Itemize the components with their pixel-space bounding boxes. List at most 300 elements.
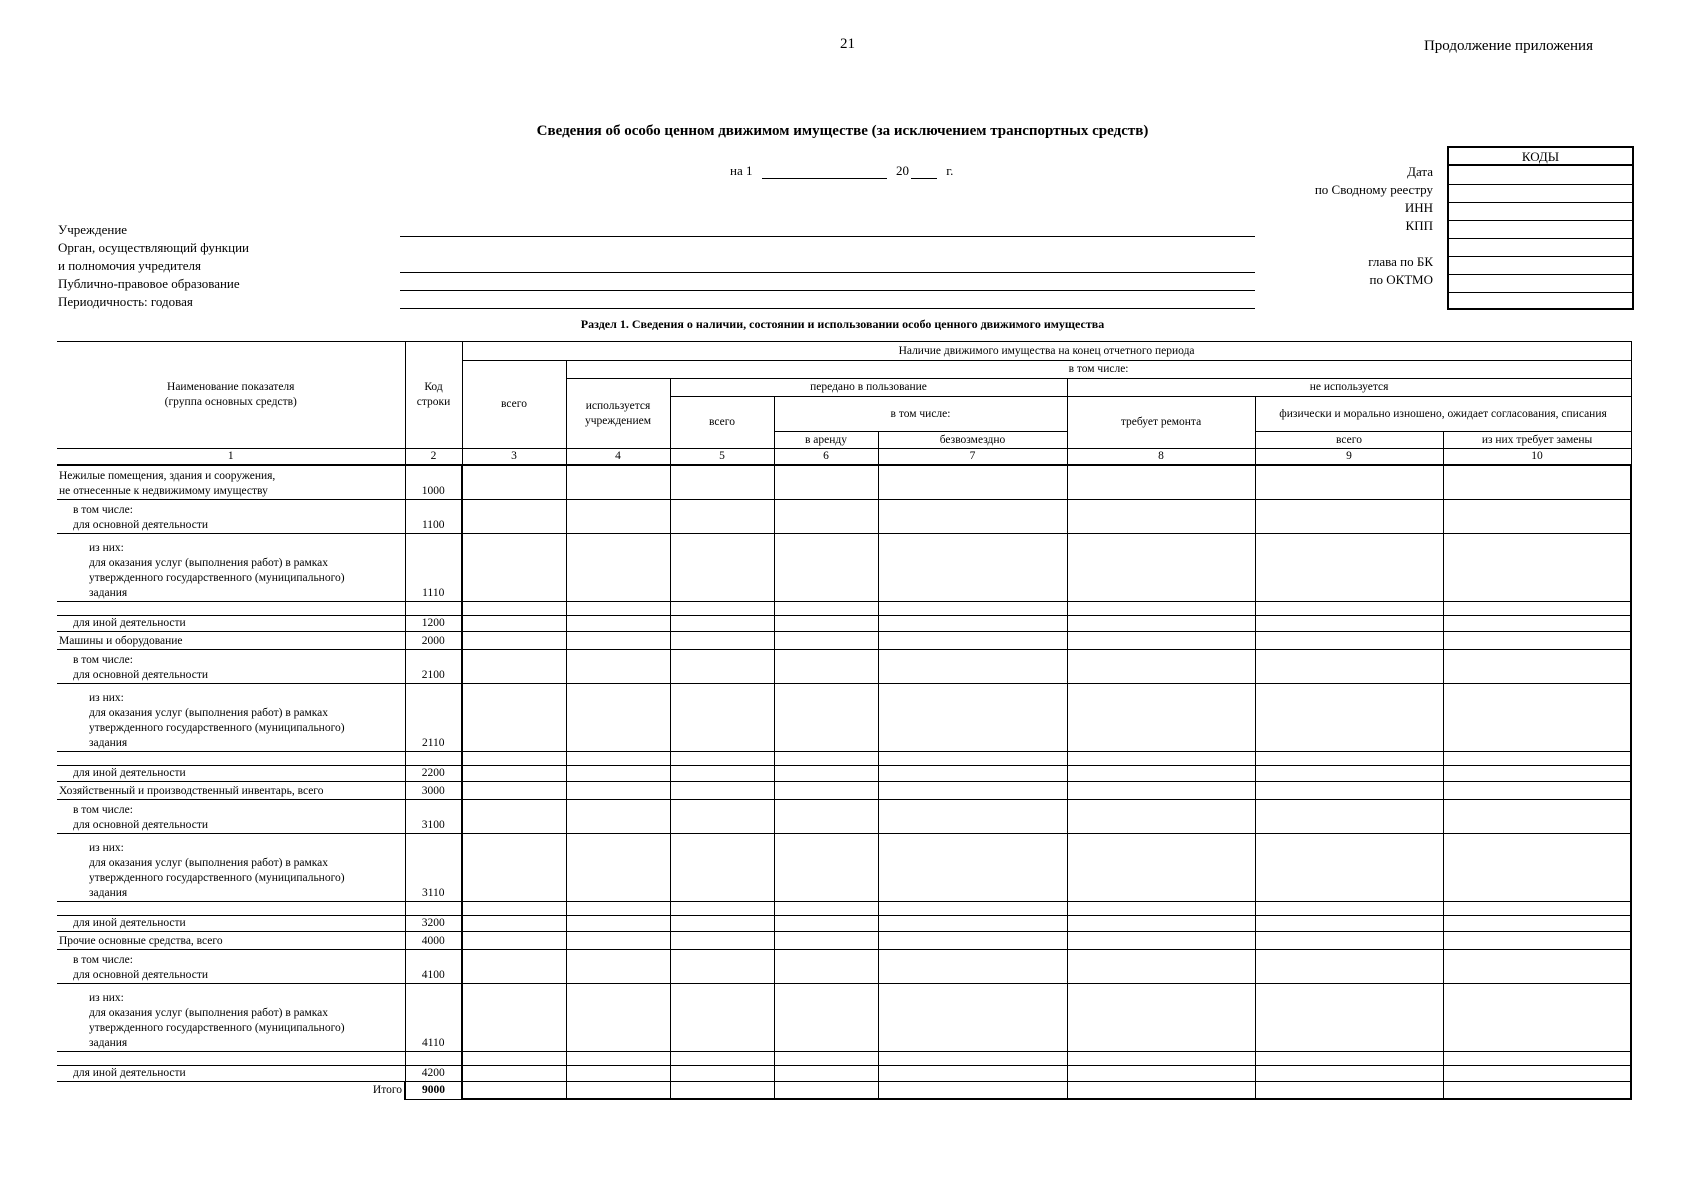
spacer-cell xyxy=(405,601,462,615)
row-label xyxy=(57,949,405,983)
spacer-cell xyxy=(57,751,405,765)
data-cell[interactable] xyxy=(462,465,566,499)
data-cell[interactable] xyxy=(774,949,878,983)
row-code: 2200 xyxy=(405,765,462,781)
row-label-line: утвержденного государственного (муниципального) xyxy=(89,571,345,584)
data-cell[interactable] xyxy=(670,1051,774,1065)
row-label xyxy=(57,615,405,631)
data-cell[interactable] xyxy=(1443,833,1631,901)
data-cell[interactable] xyxy=(1067,683,1255,751)
data-cell[interactable] xyxy=(670,751,774,765)
code-cell-kpp[interactable] xyxy=(1449,221,1632,239)
data-cell[interactable] xyxy=(462,683,566,751)
data-cell[interactable] xyxy=(774,1051,878,1065)
table-row xyxy=(57,649,1631,683)
data-cell[interactable] xyxy=(878,601,1067,615)
total-row xyxy=(57,1081,1631,1099)
row-label-line: из них: xyxy=(89,991,124,1004)
spacer-cell xyxy=(405,1051,462,1065)
table-row xyxy=(57,615,1631,631)
row-label xyxy=(57,499,405,533)
data-cell[interactable] xyxy=(1255,615,1443,631)
data-cell[interactable] xyxy=(1443,915,1631,931)
data-cell[interactable] xyxy=(1443,799,1631,833)
data-cell[interactable] xyxy=(1067,1051,1255,1065)
row-code: 1100 xyxy=(405,499,462,533)
data-cell[interactable] xyxy=(878,931,1067,949)
table-row xyxy=(57,765,1631,781)
data-cell[interactable] xyxy=(1067,915,1255,931)
code-cell-inn[interactable] xyxy=(1449,203,1632,221)
data-cell[interactable] xyxy=(774,833,878,901)
data-cell[interactable] xyxy=(1067,631,1255,649)
date-year-blank[interactable] xyxy=(911,164,937,179)
data-cell[interactable] xyxy=(1255,931,1443,949)
row-code: 1200 xyxy=(405,615,462,631)
row-label-line: для основной деятельности xyxy=(73,668,208,681)
field-founder-line[interactable] xyxy=(400,272,1255,273)
total-data-cell[interactable] xyxy=(462,1081,566,1099)
date-suffix: г. xyxy=(946,163,954,178)
table-row xyxy=(57,465,1631,499)
data-cell[interactable] xyxy=(566,533,670,601)
data-cell[interactable] xyxy=(774,931,878,949)
data-cell[interactable] xyxy=(1443,765,1631,781)
row-code: 2100 xyxy=(405,649,462,683)
data-cell[interactable] xyxy=(670,631,774,649)
data-cell[interactable] xyxy=(878,631,1067,649)
total-data-cell[interactable] xyxy=(1067,1081,1255,1099)
data-cell[interactable] xyxy=(462,631,566,649)
data-cell[interactable] xyxy=(878,983,1067,1051)
row-label-line: для иной деятельности xyxy=(73,916,186,929)
header-rent: в аренду xyxy=(774,432,878,449)
row-label-line: для основной деятельности xyxy=(73,968,208,981)
data-cell[interactable] xyxy=(462,499,566,533)
data-cell[interactable] xyxy=(878,533,1067,601)
data-cell[interactable] xyxy=(670,833,774,901)
data-cell[interactable] xyxy=(1443,781,1631,799)
data-cell[interactable] xyxy=(878,649,1067,683)
data-cell[interactable] xyxy=(1255,1051,1443,1065)
data-cell[interactable] xyxy=(670,465,774,499)
spacer-cell xyxy=(57,1051,405,1065)
data-cell[interactable] xyxy=(670,683,774,751)
total-data-cell[interactable] xyxy=(1443,1081,1631,1099)
data-cell[interactable] xyxy=(878,1065,1067,1081)
code-label-bk: глава по БК xyxy=(1368,254,1433,269)
data-cell[interactable] xyxy=(1443,631,1631,649)
col-number: 9 xyxy=(1255,449,1443,466)
data-cell[interactable] xyxy=(774,983,878,1051)
field-institution-label: Учреждение xyxy=(58,222,128,237)
row-label-line: для основной деятельности xyxy=(73,518,208,531)
continuation-label: Продолжение приложения xyxy=(1423,38,1593,54)
data-cell[interactable] xyxy=(462,799,566,833)
data-cell[interactable] xyxy=(774,683,878,751)
data-cell[interactable] xyxy=(462,765,566,781)
row-label xyxy=(57,931,405,949)
code-cell-blank[interactable] xyxy=(1449,239,1632,257)
data-cell[interactable] xyxy=(670,799,774,833)
data-cell[interactable] xyxy=(878,751,1067,765)
row-label-line: для оказания услуг (выполнения работ) в рамках xyxy=(89,706,329,719)
data-cell[interactable] xyxy=(566,833,670,901)
row-code: 4110 xyxy=(405,983,462,1051)
data-cell[interactable] xyxy=(1067,833,1255,901)
total-data-cell[interactable] xyxy=(774,1081,878,1099)
field-founder-label-1: Орган, осуществляющий функции xyxy=(58,240,249,255)
row-code: 4100 xyxy=(405,949,462,983)
data-cell[interactable] xyxy=(1443,649,1631,683)
header-indicator-label: Наименование показателя xyxy=(167,381,295,393)
data-cell[interactable] xyxy=(878,1051,1067,1065)
code-cell-oktmo[interactable] xyxy=(1449,275,1632,293)
field-periodicity-label: Периодичность: годовая xyxy=(58,294,193,309)
data-cell[interactable] xyxy=(670,949,774,983)
row-label-line: для оказания услуг (выполнения работ) в рамках xyxy=(89,856,329,869)
header-code-label: Код xyxy=(424,381,443,393)
data-cell[interactable] xyxy=(878,949,1067,983)
table-row xyxy=(57,931,1631,949)
data-cell[interactable] xyxy=(774,465,878,499)
row-label-line: утвержденного государственного (муниципального) xyxy=(89,721,345,734)
row-label xyxy=(57,631,405,649)
header-including: в том числе: xyxy=(566,361,1631,379)
row-label-line: задания xyxy=(89,586,128,599)
total-data-cell[interactable] xyxy=(670,1081,774,1099)
row-label xyxy=(57,833,405,901)
data-cell[interactable] xyxy=(462,915,566,931)
row-label xyxy=(57,533,405,601)
data-cell[interactable] xyxy=(1255,499,1443,533)
total-label: Итого xyxy=(372,1083,402,1096)
data-cell[interactable] xyxy=(1067,649,1255,683)
code-cell-registry[interactable] xyxy=(1449,185,1632,203)
data-cell[interactable] xyxy=(670,601,774,615)
row-label-line: утвержденного государственного (муниципального) xyxy=(89,871,345,884)
row-code: 4200 xyxy=(405,1065,462,1081)
code-label-registry: по Сводному реестру xyxy=(1314,182,1433,197)
header-indicator xyxy=(57,342,405,449)
data-cell[interactable] xyxy=(774,649,878,683)
data-cell[interactable] xyxy=(566,901,670,915)
data-cell[interactable] xyxy=(878,683,1067,751)
data-cell[interactable] xyxy=(670,499,774,533)
data-cell[interactable] xyxy=(1067,533,1255,601)
col-number: 5 xyxy=(670,449,774,466)
date-year-prefix: 20 xyxy=(895,163,909,178)
data-cell[interactable] xyxy=(1255,833,1443,901)
data-cell[interactable] xyxy=(1255,1065,1443,1081)
code-label-oktmo: по ОКТМО xyxy=(1369,272,1433,287)
data-cell[interactable] xyxy=(1067,615,1255,631)
spacer-row xyxy=(57,901,1631,915)
data-cell[interactable] xyxy=(1255,781,1443,799)
header-free: безвозмездно xyxy=(878,432,1067,449)
row-code: 3200 xyxy=(405,915,462,931)
data-cell[interactable] xyxy=(1067,931,1255,949)
table-row xyxy=(57,533,1631,601)
data-cell[interactable] xyxy=(1443,931,1631,949)
data-cell[interactable] xyxy=(1067,901,1255,915)
row-label xyxy=(57,1065,405,1081)
row-label-line: в том числе: xyxy=(73,503,133,516)
table-row xyxy=(57,915,1631,931)
data-cell[interactable] xyxy=(878,615,1067,631)
row-code: 3110 xyxy=(405,833,462,901)
data-cell[interactable] xyxy=(1443,601,1631,615)
row-label xyxy=(57,799,405,833)
data-cell[interactable] xyxy=(1443,683,1631,751)
form-title: Сведения об особо ценном движимом имуществе (за исключением транспортных средств) xyxy=(536,123,1149,139)
data-cell[interactable] xyxy=(878,915,1067,931)
data-cell[interactable] xyxy=(1443,615,1631,631)
data-cell[interactable] xyxy=(1067,465,1255,499)
data-cell[interactable] xyxy=(566,631,670,649)
data-cell[interactable] xyxy=(462,901,566,915)
data-cell[interactable] xyxy=(878,499,1067,533)
data-cell[interactable] xyxy=(1255,751,1443,765)
data-cell[interactable] xyxy=(462,649,566,683)
data-cell[interactable] xyxy=(1067,983,1255,1051)
data-cell[interactable] xyxy=(1443,983,1631,1051)
col-number: 7 xyxy=(878,449,1067,466)
data-cell[interactable] xyxy=(1067,499,1255,533)
row-label xyxy=(57,983,405,1051)
data-cell[interactable] xyxy=(1255,631,1443,649)
date-prefix: на 1 xyxy=(730,163,753,178)
data-cell[interactable] xyxy=(1443,751,1631,765)
data-cell[interactable] xyxy=(462,1065,566,1081)
header-worn: физически и морально изношено, ожидает согласования, списания xyxy=(1255,397,1631,432)
data-cell[interactable] xyxy=(878,781,1067,799)
data-cell[interactable] xyxy=(774,799,878,833)
property-table xyxy=(57,341,1632,1100)
data-cell[interactable] xyxy=(1067,751,1255,765)
table-row xyxy=(57,631,1631,649)
data-cell[interactable] xyxy=(462,615,566,631)
row-label-line: для оказания услуг (выполнения работ) в рамках xyxy=(89,556,329,569)
table-row xyxy=(57,683,1631,751)
data-cell[interactable] xyxy=(566,983,670,1051)
field-municipality-line[interactable] xyxy=(400,290,1255,291)
data-cell[interactable] xyxy=(1067,601,1255,615)
table-row xyxy=(57,949,1631,983)
codes-box xyxy=(1447,146,1634,310)
total-data-cell[interactable] xyxy=(566,1081,670,1099)
header-indicator-sub: (группа основных средств) xyxy=(164,396,297,408)
row-label-line: для оказания услуг (выполнения работ) в рамках xyxy=(89,1006,329,1019)
data-cell[interactable] xyxy=(1255,799,1443,833)
data-cell[interactable] xyxy=(462,931,566,949)
data-cell[interactable] xyxy=(566,931,670,949)
data-cell[interactable] xyxy=(670,765,774,781)
data-cell[interactable] xyxy=(774,615,878,631)
row-code: 3000 xyxy=(405,781,462,799)
data-cell[interactable] xyxy=(1443,1051,1631,1065)
data-cell[interactable] xyxy=(774,1065,878,1081)
data-cell[interactable] xyxy=(1067,949,1255,983)
data-cell[interactable] xyxy=(878,765,1067,781)
data-cell[interactable] xyxy=(462,949,566,983)
data-cell[interactable] xyxy=(566,915,670,931)
table-row xyxy=(57,799,1631,833)
total-data-cell[interactable] xyxy=(878,1081,1067,1099)
row-label xyxy=(57,683,405,751)
data-cell[interactable] xyxy=(566,1065,670,1081)
row-label xyxy=(57,915,405,931)
col-number: 10 xyxy=(1443,449,1631,466)
header-not-used: не используется xyxy=(1067,379,1631,397)
row-code: 4000 xyxy=(405,931,462,949)
data-cell[interactable] xyxy=(566,799,670,833)
row-label-line: задания xyxy=(89,886,128,899)
spacer-row xyxy=(57,601,1631,615)
row-label-line: из них: xyxy=(89,691,124,704)
data-cell[interactable] xyxy=(566,751,670,765)
data-cell[interactable] xyxy=(462,533,566,601)
data-cell[interactable] xyxy=(1067,1065,1255,1081)
data-cell[interactable] xyxy=(670,983,774,1051)
row-code: 1110 xyxy=(405,533,462,601)
data-cell[interactable] xyxy=(774,631,878,649)
data-cell[interactable] xyxy=(566,465,670,499)
row-label-line: Прочие основные средства, всего xyxy=(59,934,223,947)
data-cell[interactable] xyxy=(462,751,566,765)
data-cell[interactable] xyxy=(774,751,878,765)
row-label-line: в том числе: xyxy=(73,953,133,966)
header-availability: Наличие движимого имущества на конец отчетного периода xyxy=(462,342,1631,361)
data-cell[interactable] xyxy=(774,781,878,799)
data-cell[interactable] xyxy=(1443,1065,1631,1081)
code-cell-date[interactable] xyxy=(1449,166,1632,185)
row-label-line: для иной деятельности xyxy=(73,766,186,779)
row-label-line: для иной деятельности xyxy=(73,1066,186,1079)
data-cell[interactable] xyxy=(774,499,878,533)
header-total: всего xyxy=(462,361,566,449)
data-cell[interactable] xyxy=(566,949,670,983)
data-cell[interactable] xyxy=(1255,765,1443,781)
data-cell[interactable] xyxy=(774,601,878,615)
codes-title: КОДЫ xyxy=(1449,148,1632,166)
data-cell[interactable] xyxy=(462,833,566,901)
data-cell[interactable] xyxy=(1255,915,1443,931)
data-cell[interactable] xyxy=(566,615,670,631)
data-cell[interactable] xyxy=(462,983,566,1051)
data-cell[interactable] xyxy=(566,649,670,683)
data-cell[interactable] xyxy=(566,781,670,799)
data-cell[interactable] xyxy=(566,765,670,781)
data-cell[interactable] xyxy=(878,465,1067,499)
header-code-sub: строки xyxy=(416,396,451,408)
data-cell[interactable] xyxy=(566,499,670,533)
data-cell[interactable] xyxy=(670,915,774,931)
row-code: 2110 xyxy=(405,683,462,751)
data-cell[interactable] xyxy=(774,901,878,915)
code-cell-bk[interactable] xyxy=(1449,257,1632,275)
row-label-line: Нежилые помещения, здания и сооружения, xyxy=(59,469,276,482)
header-transferred-total: всего xyxy=(670,397,774,449)
data-cell[interactable] xyxy=(774,915,878,931)
data-cell[interactable] xyxy=(670,615,774,631)
field-institution-line[interactable] xyxy=(400,236,1255,237)
data-cell[interactable] xyxy=(566,601,670,615)
col-number: 3 xyxy=(462,449,566,466)
table-row xyxy=(57,1065,1631,1081)
data-cell[interactable] xyxy=(1443,499,1631,533)
data-cell[interactable] xyxy=(670,533,774,601)
table-row xyxy=(57,833,1631,901)
data-cell[interactable] xyxy=(1067,765,1255,781)
code-label-date: Дата xyxy=(1407,164,1433,179)
row-label-line: задания xyxy=(89,1036,128,1049)
data-cell[interactable] xyxy=(878,833,1067,901)
data-cell[interactable] xyxy=(1255,649,1443,683)
data-cell[interactable] xyxy=(566,683,670,751)
spacer-cell xyxy=(57,601,405,615)
data-cell[interactable] xyxy=(462,1051,566,1065)
data-cell[interactable] xyxy=(1443,901,1631,915)
code-cell-extra[interactable] xyxy=(1449,293,1632,308)
data-cell[interactable] xyxy=(670,901,774,915)
page-number: 21 xyxy=(840,36,855,52)
data-cell[interactable] xyxy=(566,1051,670,1065)
data-cell[interactable] xyxy=(1255,683,1443,751)
spacer-cell xyxy=(405,901,462,915)
data-cell[interactable] xyxy=(670,781,774,799)
col-number: 4 xyxy=(566,449,670,466)
data-cell[interactable] xyxy=(878,799,1067,833)
row-code: 2000 xyxy=(405,631,462,649)
row-label-line: Машины и оборудование xyxy=(59,634,183,647)
row-code: 1000 xyxy=(405,465,462,499)
table-row xyxy=(57,499,1631,533)
total-data-cell[interactable] xyxy=(1255,1081,1443,1099)
data-cell[interactable] xyxy=(774,765,878,781)
data-cell[interactable] xyxy=(1255,533,1443,601)
data-cell[interactable] xyxy=(1255,465,1443,499)
field-founder-label-2: и полномочия учредителя xyxy=(58,258,201,273)
data-cell[interactable] xyxy=(1255,601,1443,615)
data-cell[interactable] xyxy=(1443,949,1631,983)
row-label-line: Хозяйственный и производственный инвентарь, всего xyxy=(59,784,324,797)
data-cell[interactable] xyxy=(462,601,566,615)
row-label xyxy=(57,765,405,781)
total-code: 9000 xyxy=(405,1081,462,1099)
date-day-month-blank[interactable] xyxy=(762,164,887,179)
data-cell[interactable] xyxy=(462,781,566,799)
data-cell[interactable] xyxy=(670,649,774,683)
data-cell[interactable] xyxy=(774,533,878,601)
data-cell[interactable] xyxy=(1067,781,1255,799)
data-cell[interactable] xyxy=(670,931,774,949)
data-cell[interactable] xyxy=(1255,949,1443,983)
data-cell[interactable] xyxy=(1443,533,1631,601)
data-cell[interactable] xyxy=(1255,901,1443,915)
row-label xyxy=(57,649,405,683)
code-label-inn: ИНН xyxy=(1404,200,1433,215)
report-date-line xyxy=(730,163,953,179)
spacer-row xyxy=(57,751,1631,765)
data-cell[interactable] xyxy=(878,901,1067,915)
data-cell[interactable] xyxy=(1443,465,1631,499)
field-municipality-label: Публично-правовое образование xyxy=(58,276,240,291)
data-cell[interactable] xyxy=(1067,799,1255,833)
data-cell[interactable] xyxy=(1255,983,1443,1051)
data-cell[interactable] xyxy=(670,1065,774,1081)
row-label-line: задания xyxy=(89,736,128,749)
